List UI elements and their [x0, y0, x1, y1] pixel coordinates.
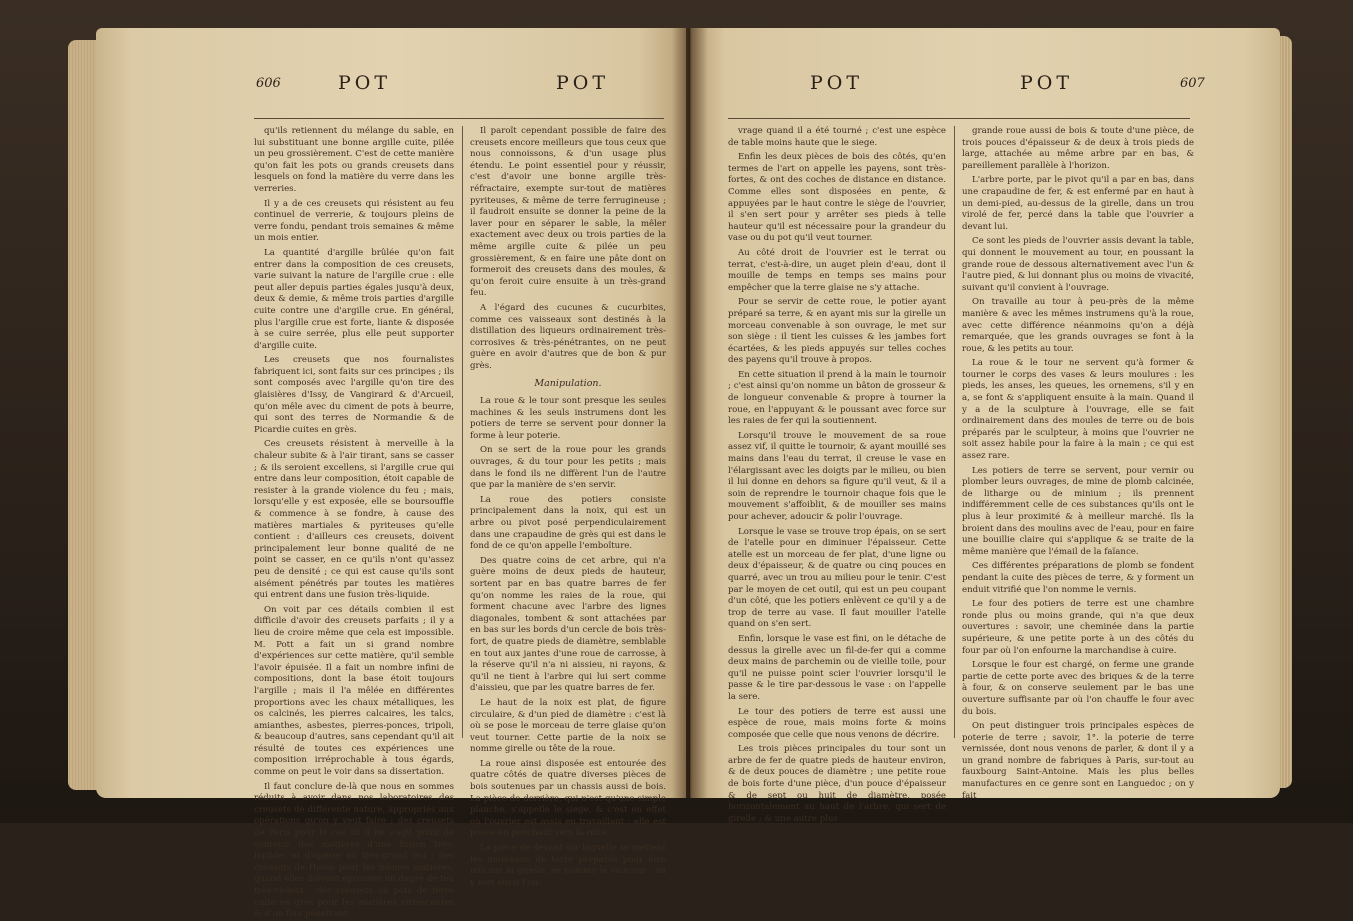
running-head-left-2: POT	[556, 72, 610, 94]
right-page-edges	[1278, 36, 1292, 788]
paragraph: Les trois pièces principales du tour sont un arbre de fer de quatre pieds de hauteur environ, & de deux pouces de diamètre ; une petite roue de bois forte d'une pièce, d'un pouce d'épaisseur & de sept ou huit de diamètre, posée horizontalement au haut de l'arbre, qui sert de girelle ; & une autre plus	[728, 744, 946, 824]
right-page-column-2	[962, 126, 1194, 801]
left-page-edges	[68, 40, 98, 790]
paragraph: Il paroît cependant possible de faire des creusets encore meilleurs que tous ceux que nous connoissons, & d'un usage plus étendu. Le point essentiel pour y réussir, c'est d'avoir une bonne argille très-réfractaire, exempte sur-tout de matières pyriteuses, & même de terre ferrugineuse ; il faudroit ensuite se donner la peine de la laver pour en séparer le sable, la mêler exactement avec deux ou trois parties de la même argille cuite & pilée un peu grossièrement, & en faire une pâte dont on formeroit des creusets dans des moules, & qu'on feroit cuire ensuite à un très-grand feu.	[470, 126, 666, 299]
paragraph: Pour se servir de cette roue, le potier ayant préparé sa terre, & en ayant mis sur la girelle un morceau convenable à son ouvrage, le met sur son siège : il tient les cuisses & les jambes fort écartées, & les pieds appuyés sur telles coches des payens qu'il trouve à propos.	[728, 297, 946, 366]
right-page-column-1	[728, 126, 946, 824]
column-divider	[954, 126, 955, 738]
paragraph: On peut distinguer trois principales espèces de poterie de terre ; savoir, 1°. la poterie de terre vernissée, dont nous venons de parler, & dont il y a un grand nombre de fabriques à Paris, sur-tout au fauxbourg Saint-Antoine. Mais les plus belles manufactures en ce genre sont en Languedoc ; on y fait	[962, 721, 1194, 801]
paragraph: La quantité d'argille brûlée qu'on fait entrer dans la composition de ces creusets, varie suivant la nature de l'argille crue : elle peut aller depuis parties égales jusqu'à deux, deux & demie, & même trois parties d'argille cuite contre une d'argille crue. En général, plus l'argille crue est forte, liante & disposée à se cuire serrée, plus elle peut supporter d'argille cuite.	[254, 247, 454, 351]
right-page	[690, 28, 1280, 824]
paragraph: En cette situation il prend à la main le tournoir ; c'est ainsi qu'on nomme un bâton de grosseur & de longueur convenable & propre à tourner la roue, en l'appuyant & le poussant avec force sur les raies de fer qui la soutiennent.	[728, 369, 946, 427]
paragraph: vrage quand il a été tourné ; c'est une espèce de table moins haute que le siege.	[728, 126, 946, 148]
paragraph: Lorsqu'il trouve le mouvement de sa roue assez vif, il quitte le tournoir, & ayant mouillé ses mains dans l'eau du terrat, il creuse le vase en l'élargissant avec les doigts par le milieu, ou bien il lui donne en dehors sa figure qu'il veut, & il a soin de reprendre le tournoir chaque fois que le mouvement s'affoiblit, & de mouiller ses mains pour achever, adoucir & polir l'ouvrage.	[728, 430, 946, 522]
paragraph: La pièce de devant sur laquelle se mettent les morceaux de terre préparés pour être mis sur la girelle, se nomme le vaucour : on y met aussi l'ou-	[470, 843, 666, 888]
paragraph: On travaille au tour à peu-près de la même manière & avec les mêmes instrumens qu'à la roue, avec cette différence néanmoins qu'on a déjà remarquée, que les grands ouvrages se font à la roue, & les petits au tour.	[962, 297, 1194, 354]
page-number-left: 606	[256, 76, 281, 91]
paragraph: La roue & le tour sont presque les seules machines & les seuls instrumens dont les potiers de terre se servent pour donner la forme à leur poterie.	[470, 396, 666, 441]
paragraph: La roue & le tour ne servent qu'à former & tourner le corps des vases & leurs moulures : les pieds, les anses, les queues, les ornemens, s'il y en a, se font & s'appliquent ensuite à la main. Quand il y a de la sculpture à l'ouvrage, elle se fait ordinairement dans des moules de terre ou de bois préparés par le sculpteur, à moins que l'ouvrier ne soit assez habile pour la faire à la main ; ce qui est assez rare.	[962, 358, 1194, 462]
paragraph: Ce sont les pieds de l'ouvrier assis devant la table, qui donnent le mouvement au tour, en poussant la grande roue de dessous alternativement avec l'un & l'autre pied, & lui donnant plus ou moins de vivacité, suivant qu'il convient à l'ouvrage.	[962, 236, 1194, 293]
paragraph: Enfin les deux pièces de bois des côtés, qu'en termes de l'art on appelle les payens, sont très-fortes, & ont des coches de distance en distance. Comme elles sont disposées en pente, & appuyées par le haut contre le siège de l'ouvrier, il s'en sert pour y arrêter ses pieds à telle hauteur qu'il est nécessaire pour la grandeur du vase ou du pot qu'il veut tourner.	[728, 152, 946, 244]
paragraph: Le tour des potiers de terre est aussi une espèce de roue, mais moins forte & moins composée que celle que nous venons de décrire.	[728, 706, 946, 740]
paragraph: L'arbre porte, par le pivot qu'il a par en bas, dans une crapaudine de fer, & est enfermé par en haut à un demi-pied, au-dessus de la girelle, dans un trou virolé de fer, percé dans la table que l'ouvrier a devant lui.	[962, 175, 1194, 232]
running-head-left-1: POT	[338, 72, 392, 94]
paragraph: Enfin, lorsque le vase est fini, on le détache de dessus la girelle avec un fil-de-fer qui a comme deux mains de parchemin ou de vieille toile, pour qu'il ne puisse point scier l'ouvrier lorsqu'il le passe & le tire par-dessous le vase : on l'appelle la sere.	[728, 633, 946, 702]
book-gutter	[672, 28, 708, 798]
section-title: Manipulation.	[534, 378, 602, 390]
column-divider	[462, 126, 463, 738]
paragraph: Ces différentes préparations de plomb se fondent pendant la cuite des pièces de terre, & y forment un enduit vitrifié que l'on nomme le vernis.	[962, 561, 1194, 595]
paragraph: Il faut conclure de-là que nous en sommes réduits à avoir dans nos laboratoires des creusets de différente nature, appropriés aux opérations qu'on y veut faire ; des creusets de Paris pour le cas où il ne s'agit point de contenir des matières d'une fusion très-liquide, ni d'opérer au très-grand feu ; des creusets de Hesse pour les mêmes matières, quand elles doivent éprouver un degré de feu très-violent ; des creusets ou pots de terre cuite en grès pour les matières vitrescentes & d'un flux pénétrant.	[254, 781, 454, 920]
paragraph: Il y a de ces creusets qui résistent au feu continuel de verrerie, & toujours pleins de verre fondu, pendant trois semaines & même un mois entier.	[254, 198, 454, 244]
paragraph: Lorsque le four est chargé, on ferme une grande partie de cette porte avec des briques & de la terre à four, & on conserve seulement par le bas une ouverture suffisante par où l'on chauffe le four avec du bois.	[962, 660, 1194, 717]
paragraph: La roue des potiers consiste principalement dans la noix, qui est un arbre ou pivot posé perpendiculairement dans une crapaudine de grès qui est dans le fond de ce qu'on appelle l'emboîture.	[470, 494, 666, 552]
left-page-column-1	[254, 126, 454, 920]
paragraph: Le haut de la noix est plat, de figure circulaire, & d'un pied de diamètre : c'est là où se pose le morceau de terre glaise qu'on veut tourner. Cette partie de la noix se nomme girelle ou tête de la roue.	[470, 697, 666, 755]
paragraph: La roue ainsi disposée est entourée des quatre côtés de quatre diverses pièces de bois soutenues par un chassis aussi de bois. La pièce de derrière, qui n'est qu'une simple planche, s'appelle le siege, & c'est en effet où l'ouvrier est assis en travaillant : elle est posée en penchant vers la roue.	[470, 758, 666, 839]
paragraph: Des quatre coins de cet arbre, qui n'a guère moins de deux pieds de hauteur, sortent par en bas quatre barres de fer qu'on nomme les raies de la roue, qui forment chacune avec l'arbre des lignes diagonales, tombent & sont attachées par en bas sur les bords d'un cercle de bois très-fort, de quatre pieds de diamètre, semblable en tout aux jantes d'une roue de carrosse, à la réserve qu'il n'a ni aissieu, ni rayons, & qu'il ne tient à l'arbre qui lui sert comme d'aissieu, que par les quatre barres de fer.	[470, 555, 666, 694]
paragraph: Ces creusets résistent à merveille à la chaleur subite & à l'air tirant, sans se casser ; & ils seroient excellens, si l'argille crue qui entre dans leur composition, étoit capable de resister à la grande violence du feu ; mais, lorsqu'elle y est exposée, elle se boursouffle & commence à se fondre, à cause des matières martiales & pyriteuses qu'elle contient : d'ailleurs ces creusets, doivent principalement leur bonne qualité de ne point se casser, en ce qu'ils n'ont qu'assez peu de densité ; ce qui est cause qu'ils sont aisément pénétrés par toutes les matières qui entrent dans une fusion très-liquide.	[254, 439, 454, 601]
paragraph: On se sert de la roue pour les grands ouvrages, & du tour pour les petits ; mais dans le fond ils ne diffèrent l'un de l'autre que par la manière de s'en servir.	[470, 445, 666, 491]
paragraph: On voit par ces détails combien il est difficile d'avoir des creusets parfaits ; il y a lieu de croire même que cela est impossible. M. Pott a fait un si grand nombre d'expériences sur cette matière, qu'il semble l'avoir épuisée. Il a fait un nombre infini de compositions, dont la base étoit toujours l'argille ; mais il l'a mêlée en différentes proportions avec les chaux métalliques, les os calcinés, les pierres calcaires, les talcs, amianthes, asbestes, pierres-ponces, tripoli, & beaucoup d'autres, sans cependant qu'il ait résulté de toutes ces expériences une composition irréprochable à tous égards, comme on peut le voir dans sa dissertation.	[254, 604, 454, 778]
header-rule	[254, 118, 664, 119]
page-number-right: 607	[1180, 76, 1205, 91]
left-page-column-2	[470, 126, 666, 888]
paragraph: A l'égard des cucunes & cucurbites, comme ces vaisseaux sont destinés à la distillation des liqueurs ordinairement très-corrosives & très-pénétrantes, on ne peut guère en avoir d'autres que de bon & pur grès.	[470, 302, 666, 371]
running-head-right-1: POT	[810, 72, 864, 94]
header-rule	[728, 118, 1190, 119]
paragraph: Les creusets que nos fournalistes fabriquent ici, sont faits sur ces principes ; ils sont composés avec l'argille qu'on tire des glaisières d'Issy, de Vangirard & d'Arcueil, qu'on mêle avec du ciment de pots à beurre, qui sont des terres de Normandie & de Picardie cuites en grès.	[254, 355, 454, 435]
paragraph: Lorsque le vase se trouve trop épais, on se sert de l'atelle pour en diminuer l'épaisseur. Cette atelle est un morceau de fer plat, d'une ligne ou deux d'épaisseur, & de quatre ou cinq pouces en quarré, avec un trou au milieu pour le tenir. C'est par le moyen de cet outil, qui est un peu coupant d'un côté, que les potiers enlèvent ce qu'il y a de trop de terre au vase. Il faut mouiller l'atelle quand on s'en sert.	[728, 526, 946, 630]
left-page	[96, 28, 686, 920]
paragraph: Au côté droit de l'ouvrier est le terrat ou terrat, c'est-à-dire, un auget plein d'eau, dont il mouille de temps en temps ses mains pour empêcher que la terre glaise ne s'y attache.	[728, 247, 946, 293]
paragraph: Les potiers de terre se servent, pour vernir ou plomber leurs ouvrages, de mine de plomb calcinée, de litharge ou de minium ; ils prennent indifféremment celle de ces substances qu'ils ont le plus à leur proximité & à meilleur marché. Ils la broient dans des moulins avec de l'eau, pour en faire une bouillie claire qui s'applique & se traite de la même manière que l'émail de la faïance.	[962, 465, 1194, 557]
paragraph: qu'ils retiennent du mélange du sable, en lui substituant une bonne argille cuite, pilée un peu grossièrement. C'est de cette manière qu'on fait les pots ou grands creusets dans lesquels on fond la matière du verre dans les verreries.	[254, 126, 454, 194]
running-head-right-2: POT	[1020, 72, 1074, 94]
paragraph: Le four des potiers de terre est une chambre ronde plus ou moins grande, qui n'a que deux ouvertures : savoir, une cheminée dans la partie supérieure, & une petite porte à un des côtés du four par où l'on enfourne la marchandise à cuire.	[962, 599, 1194, 656]
paragraph: grande roue aussi de bois & toute d'une pièce, de trois pouces d'épaisseur & de deux à trois pieds de large, attachée au même arbre par en bas, & pareillement parallèle à l'horizon.	[962, 126, 1194, 171]
